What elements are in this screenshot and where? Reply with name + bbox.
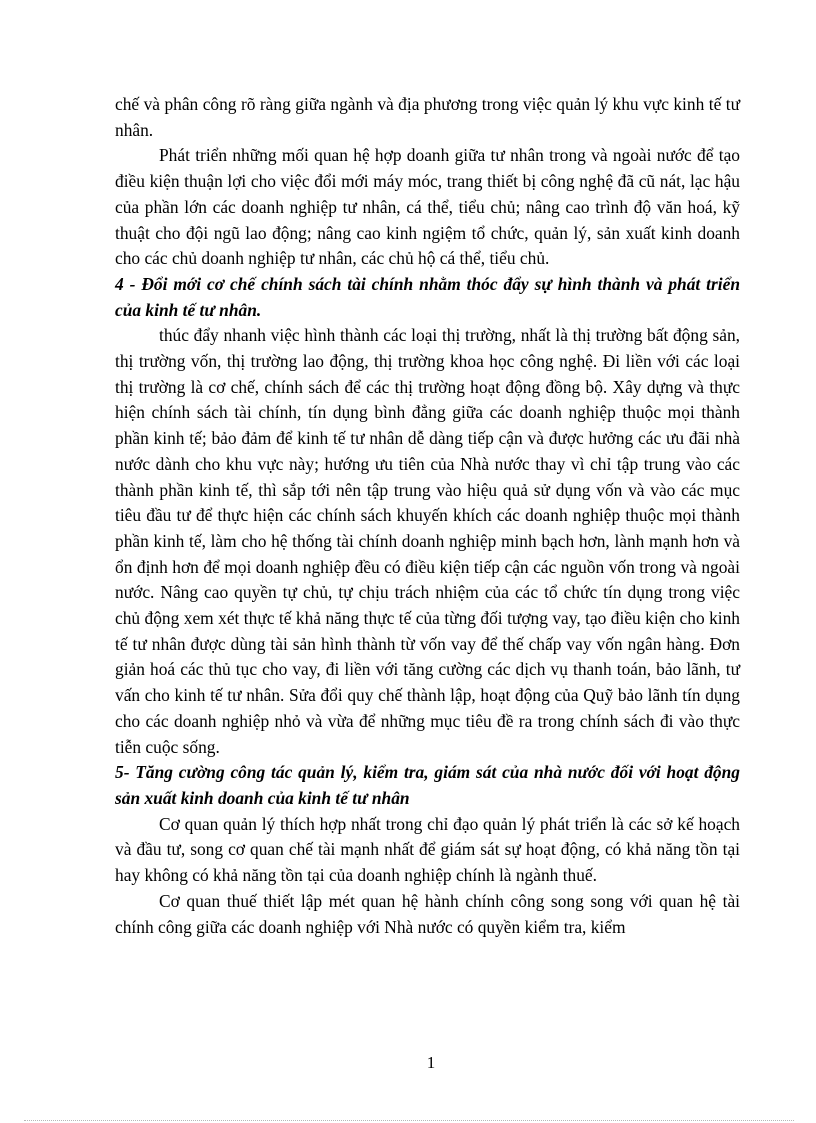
section-heading-5: 5- Tăng cường công tác quản lý, kiểm tra, giám sát của nhà nước đối với hoạt động sản xuất kinh doanh của kinh tế tư nhân [115,762,740,808]
paragraph-tax-agency: Cơ quan thuế thiết lập mét quan hệ hành chính công song song với quan hệ tài chính công giữa các doanh nghiệp với Nhà nước có quyền kiểm tra, kiểm [115,890,740,937]
paragraph-management-agency: Cơ quan quản lý thích hợp nhất trong chỉ đạo quản lý phát triển là các sở kế hoạch và đầu tư, song cơ quan chế tài mạnh nhất để giám sát sự hoạt động, có khả năng tồn tại hay không có khả năng tồn tại của doanh nghiệp chính là ngành thuế. [115,813,740,886]
footer-divider [24,1120,794,1121]
page-number: 1 [426,1053,436,1072]
paragraph-partnership: Phát triển những mối quan hệ hợp doanh giữa tư nhân trong và ngoài nước để tạo điều kiện thuận lợi cho việc đổi mới máy móc, trang thiết bị công nghệ đã cũ nát, lạc hậu của phần lớn các doanh nghiệp tư nhân, cá thể, tiểu chủ; nâng cao trình độ văn hoá, kỹ thuật cho đội ngũ lao động; nâng cao kinh ngiệm tổ chức, quản lý, sản xuất kinh doanh cho các chủ doanh nghiệp tư nhân, các chủ hộ cá thể, tiểu chủ. [115,145,740,269]
document-body [115,92,740,940]
section-heading-4: 4 - Đổi mới cơ chế chính sách tài chính nhằm thóc đẩy sự hình thành và phát triển của kinh tế tư nhân. [115,273,740,320]
paragraph-continuation: chế và phân công rõ ràng giữa ngành và địa phương trong việc quản lý khu vực kinh tế tư nhân. [115,94,740,140]
paragraph-financial-policy: thúc đẩy nhanh việc hình thành các loại thị trường, nhất là thị trường bất động sản, thị trường vốn, thị trường lao động, thị trường khoa học công nghệ. Đi liền với các loại thị trường là cơ chế, chính sách để các thị trường hoạt động đồng bộ. Xây dựng và thực hiện chính sách tài chính, tín dụng bình đẳng giữa các doanh nghiệp thuộc mọi thành phần kinh tế; bảo đảm để kinh tế tư nhân dễ dàng tiếp cận và được hưởng các ưu đãi nhà nước dành cho khu vực này; hướng ưu tiên của Nhà nước thay vì chỉ tập trung vào các thành phần kinh tế, thì sắp tới nên tập trung vào hiệu quả sử dụng vốn và vào các mục tiêu đầu tư để thực hiện các chính sách khuyến khích các doanh nghiệp thuộc mọi thành phần kinh tế, làm cho hệ thống tài chính doanh nghiệp minh bạch hơn, lành mạnh hơn và ổn định hơn để mọi doanh nghiệp đều có điều kiện tiếp cận các nguồn vốn trong và ngoài nước. Nâng cao quyền tự chủ, tự chịu trách nhiệm của các tổ chức tín dụng trong việc chủ động xem xét thực tế khả năng thực tế của từng đối tượng vay, tạo điều kiện cho kinh tế tư nhân được dùng tài sản hình thành từ vốn vay để thế chấp vay vốn ngân hàng. Đơn giản hoá các thủ tục cho vay, đi liền với tăng cường các dịch vụ thanh toán, bảo lãnh, tư vấn cho kinh tế tư nhân. Sửa đổi quy chế thành lập, hoạt động của Quỹ bảo lãnh tín dụng cho các doanh nghiệp nhỏ và vừa để những mục tiêu đề ra trong chính sách đi vào thực tiễn cuộc sống. [115,325,740,757]
